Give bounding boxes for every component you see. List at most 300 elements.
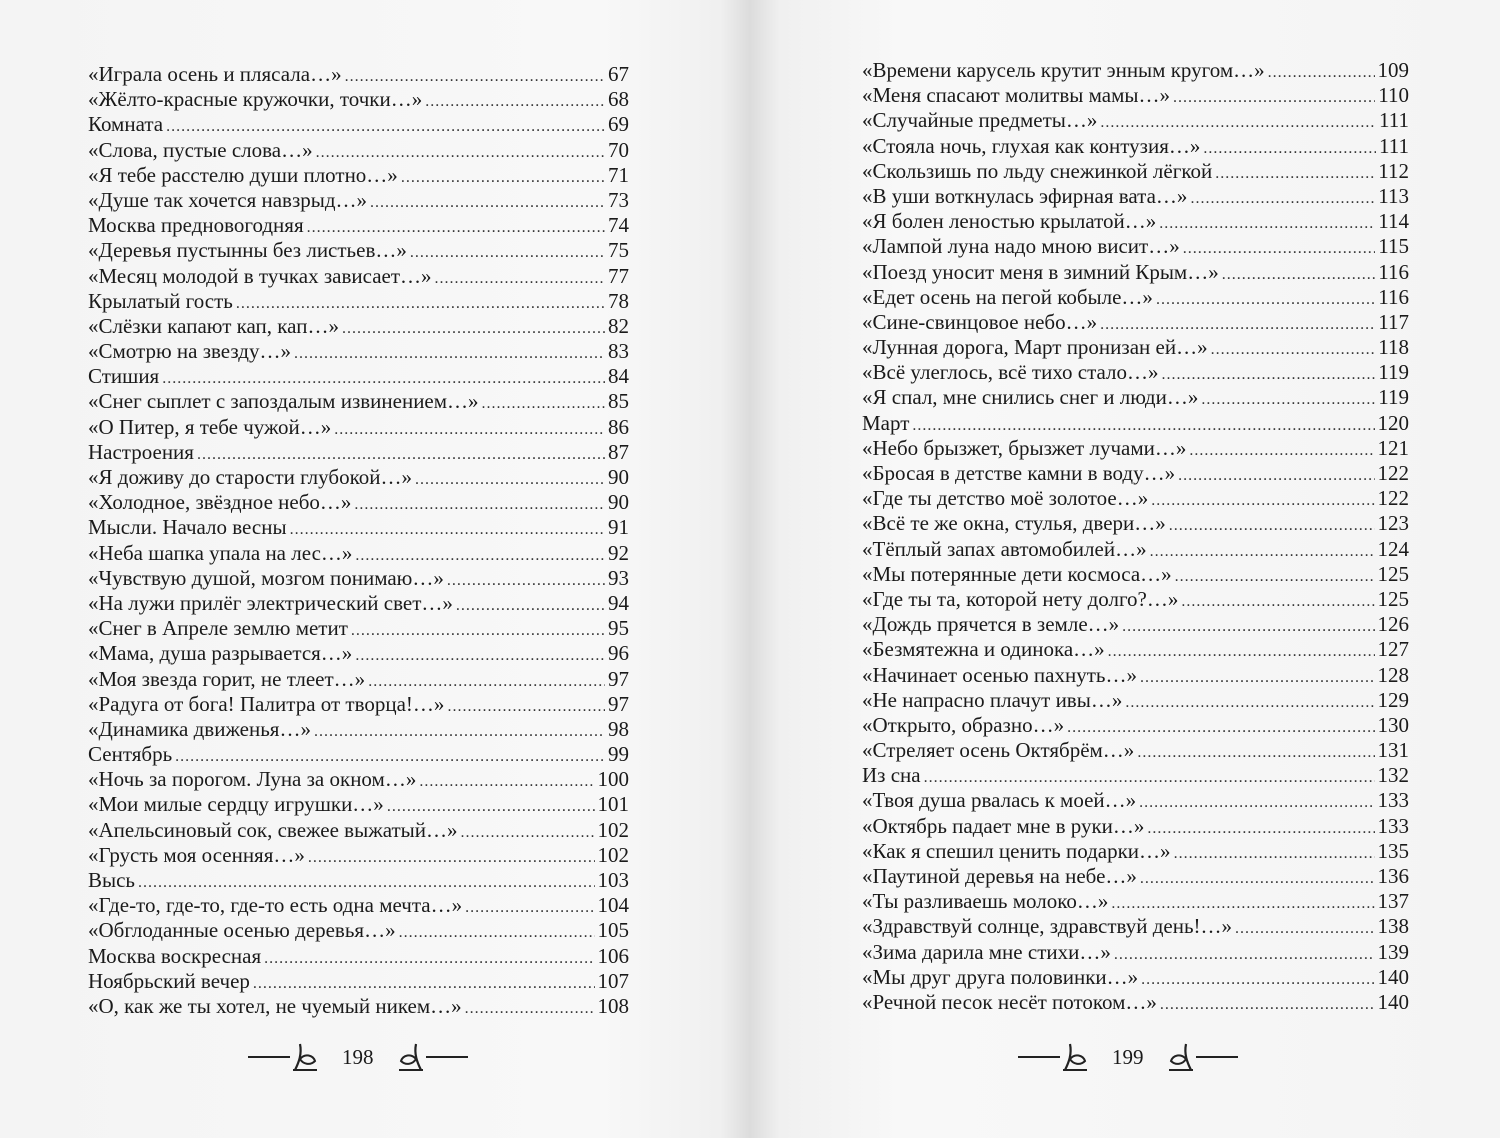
toc-entry — [862, 763, 1409, 788]
entry-title: «Стреляет осень Октябрём…» — [862, 738, 1135, 763]
toc-entry — [88, 238, 629, 263]
dot-leader — [1147, 816, 1374, 841]
dot-leader — [419, 769, 594, 794]
entry-title: «Ночь за порогом. Луна за окном…» — [88, 767, 417, 792]
entry-page-number: 91 — [608, 515, 629, 540]
dot-leader — [1181, 589, 1374, 614]
toc-entry — [88, 767, 629, 792]
entry-title: «Здравствуй солнце, здравствуй день!…» — [862, 914, 1233, 939]
entry-page-number: 115 — [1378, 234, 1409, 259]
toc-entry — [862, 940, 1409, 965]
toc-entry — [862, 637, 1409, 662]
toc-entry — [862, 788, 1409, 813]
entry-page-number: 84 — [608, 364, 629, 389]
page-footer-left — [248, 1040, 468, 1074]
toc-entry — [862, 889, 1409, 914]
toc-entry — [862, 486, 1409, 511]
entry-page-number: 73 — [608, 187, 629, 212]
entry-page-number: 109 — [1377, 58, 1409, 82]
entry-page-number: 128 — [1377, 662, 1409, 687]
dot-leader — [401, 165, 605, 190]
dot-leader — [355, 643, 605, 668]
toc-entry — [88, 213, 629, 238]
entry-page-number: 106 — [597, 943, 629, 968]
toc-entry — [862, 58, 1409, 83]
entry-title: «Сине-свинцовое небо…» — [862, 309, 1098, 334]
dot-leader — [924, 765, 1375, 790]
toc-entry — [88, 843, 629, 868]
entry-page-number: 125 — [1377, 561, 1409, 586]
entry-page-number: 135 — [1377, 838, 1409, 863]
entry-page-number: 137 — [1377, 889, 1409, 914]
toc-entry — [862, 663, 1409, 688]
entry-page-number: 127 — [1377, 637, 1409, 662]
entry-title: «Мы друг друга половинки…» — [862, 964, 1139, 989]
entry-title: «Слёзки капают кап, кап…» — [88, 313, 339, 338]
toc-entry — [862, 310, 1409, 335]
entry-page-number: 101 — [597, 792, 629, 817]
toc-entry — [862, 990, 1409, 1015]
dot-leader — [175, 744, 605, 769]
toc-entry — [88, 944, 629, 969]
toc-entry — [862, 83, 1409, 108]
toc-entry — [862, 688, 1409, 713]
right-page — [750, 0, 1500, 1138]
footer-rule — [1196, 1056, 1238, 1058]
toc-entry — [88, 667, 629, 692]
entry-title: Март — [862, 410, 910, 435]
entry-title: «Октябрь падает мне в руки…» — [862, 813, 1145, 838]
toc-entry — [88, 742, 629, 767]
dot-leader — [162, 366, 605, 391]
toc-entry — [88, 868, 629, 893]
entry-page-number: 67 — [608, 62, 629, 86]
entry-page-number: 132 — [1377, 763, 1409, 788]
footer-rule — [248, 1056, 290, 1058]
entry-title: «Скользишь по льду снежинкой лёгкой — [862, 158, 1213, 183]
entry-page-number: 99 — [608, 742, 629, 767]
entry-title: «Начинает осенью пахнуть…» — [862, 662, 1137, 687]
toc-entry — [862, 965, 1409, 990]
footer-rule — [426, 1056, 468, 1058]
toc-entry — [88, 339, 629, 364]
dot-leader — [307, 215, 605, 240]
entry-title: «Поезд уносит меня в зимний Крым…» — [862, 259, 1219, 284]
toc-entry — [88, 918, 629, 943]
entry-page-number: 100 — [597, 767, 629, 792]
entry-title: «Паутиной деревья на небе…» — [862, 864, 1137, 888]
entry-title: Сентябрь — [88, 742, 173, 767]
entry-page-number: 85 — [608, 389, 629, 414]
entry-page-number: 77 — [608, 263, 629, 288]
page-footer-right — [1018, 1040, 1238, 1074]
entry-title: «Я спал, мне снились снег и люди…» — [862, 385, 1199, 410]
toc-entry — [862, 814, 1409, 839]
entry-title: «Неба шапка упала на лес…» — [88, 540, 353, 565]
entry-title: Стишия — [88, 364, 160, 389]
dot-leader — [1183, 236, 1376, 261]
dot-leader — [1122, 614, 1374, 639]
entry-title: «Жёлто-красные кружочки, точки…» — [88, 87, 423, 112]
entry-title: «Слова, пустые слова…» — [88, 137, 313, 162]
entry-page-number: 71 — [608, 162, 629, 187]
toc-entry — [862, 234, 1409, 259]
entry-page-number: 136 — [1377, 864, 1409, 888]
toc-entry — [862, 713, 1409, 738]
entry-title: «Времени карусель крутит энным кругом…» — [862, 58, 1265, 82]
dot-leader — [354, 492, 605, 517]
dot-leader — [236, 291, 605, 316]
dot-leader — [387, 794, 595, 819]
entry-title: «Дождь прячется в земле…» — [862, 612, 1120, 637]
dot-leader — [316, 140, 605, 165]
entry-page-number: 94 — [608, 590, 629, 615]
entry-page-number: 103 — [597, 868, 629, 892]
entry-title: «Ты разливаешь молоко…» — [862, 889, 1109, 914]
entry-title: «Где ты та, которой нету долго?…» — [862, 586, 1179, 611]
toc-entry — [88, 969, 629, 994]
entry-title: «Речной песок несёт потоком…» — [862, 989, 1157, 1014]
toc-entry — [88, 62, 629, 87]
entry-page-number: 116 — [1378, 259, 1409, 284]
dot-leader — [197, 442, 605, 467]
dot-leader — [290, 517, 605, 542]
entry-title: «В уши воткнулась эфирная вата…» — [862, 183, 1188, 208]
entry-title: «О, как же ты хотел, не чуемый никем…» — [88, 993, 462, 1018]
entry-page-number: 126 — [1377, 612, 1409, 637]
dot-leader — [370, 190, 605, 215]
toc-entry — [862, 159, 1409, 184]
dot-leader — [1211, 337, 1376, 362]
entry-page-number: 70 — [608, 137, 629, 162]
entry-page-number: 108 — [597, 993, 629, 1018]
entry-page-number: 138 — [1377, 914, 1409, 939]
entry-page-number: 131 — [1377, 738, 1409, 763]
entry-title: Из сна — [862, 763, 921, 788]
entry-page-number: 93 — [608, 565, 629, 590]
entry-page-number: 86 — [608, 414, 629, 439]
leaf-ornament-icon — [396, 1040, 426, 1074]
dot-leader — [308, 845, 595, 870]
dot-leader — [482, 391, 605, 416]
entry-title: Крылатый гость — [88, 288, 233, 313]
toc-entry — [88, 515, 629, 540]
entry-title: «Лампой луна надо мною висит…» — [862, 234, 1180, 259]
dot-leader — [465, 895, 594, 920]
toc-entry — [88, 717, 629, 742]
dot-leader — [1169, 513, 1375, 538]
entry-page-number: 110 — [1378, 83, 1409, 108]
entry-page-number: 140 — [1377, 964, 1409, 989]
toc-entry — [862, 612, 1409, 637]
entry-title: «Мои милые сердцу игрушки…» — [88, 792, 384, 817]
entry-title: «Тёплый запах автомобилей…» — [862, 536, 1147, 561]
toc-entry — [88, 566, 629, 591]
entry-title: «Мама, душа разрывается…» — [88, 641, 353, 666]
dot-leader — [1140, 866, 1375, 891]
entry-title: «Душе так хочется навзрыд…» — [88, 187, 368, 212]
entry-title: «Безмятежна и одинока…» — [862, 637, 1105, 662]
toc-entry — [862, 839, 1409, 864]
dot-leader — [447, 568, 605, 593]
toc-entry — [88, 994, 629, 1019]
dot-leader — [1141, 967, 1374, 992]
toc-entry — [88, 112, 629, 137]
entry-page-number: 104 — [597, 893, 629, 918]
dot-leader — [355, 543, 605, 568]
toc-entry — [88, 138, 629, 163]
entry-title: «Лунная дорога, Март пронизан ей…» — [862, 335, 1208, 360]
entry-title: «Всё улеглось, всё тихо стало…» — [862, 360, 1159, 385]
entry-page-number: 92 — [608, 540, 629, 565]
dot-leader — [1175, 564, 1375, 589]
dot-leader — [1174, 841, 1375, 866]
entry-title: «Апельсиновый сок, свежее выжатый…» — [88, 817, 458, 842]
entry-page-number: 125 — [1377, 586, 1409, 611]
dot-leader — [351, 618, 605, 643]
toc-entry — [862, 385, 1409, 410]
entry-title: «Где-то, где-то, где-то есть одна мечта…» — [88, 893, 463, 918]
entry-page-number: 87 — [608, 439, 629, 464]
dot-leader — [368, 669, 605, 694]
toc-entry — [88, 818, 629, 843]
entry-page-number: 116 — [1378, 284, 1409, 309]
entry-page-number: 105 — [597, 918, 629, 943]
entry-title: «Чувствую душой, мозгом понимаю…» — [88, 565, 444, 590]
toc-entry — [862, 461, 1409, 486]
entry-title: «Небо брызжет, брызжет лучами…» — [862, 435, 1187, 460]
entry-page-number: 123 — [1377, 511, 1409, 536]
toc-entry — [88, 289, 629, 314]
entry-title: «Снег в Апреле землю метит — [88, 616, 348, 641]
dot-leader — [1222, 262, 1376, 287]
entry-page-number: 82 — [608, 313, 629, 338]
dot-leader — [314, 719, 605, 744]
entry-page-number: 95 — [608, 616, 629, 641]
entry-title: «Открыто, образно…» — [862, 712, 1065, 737]
entry-title: «Холодное, звёздное небо…» — [88, 490, 352, 515]
entry-title: «Стояла ночь, глухая как контузия…» — [862, 133, 1201, 158]
entry-page-number: 74 — [608, 213, 629, 238]
dot-leader — [1160, 992, 1375, 1017]
dot-leader — [410, 240, 605, 265]
entry-title: «Я доживу до старости глубокой…» — [88, 465, 412, 489]
toc-entry — [862, 864, 1409, 889]
dot-leader — [447, 694, 605, 719]
entry-title: «Едет осень на пегой кобыле…» — [862, 284, 1153, 309]
leaf-ornament-icon — [1060, 1040, 1090, 1074]
dot-leader — [465, 996, 595, 1021]
dot-leader — [425, 89, 605, 114]
dot-leader — [334, 417, 605, 442]
toc-entry — [862, 134, 1409, 159]
toc-entry — [862, 184, 1409, 209]
entry-page-number: 133 — [1377, 813, 1409, 838]
toc-entry — [88, 591, 629, 616]
entry-title: «Месяц молодой в тучках зависает…» — [88, 263, 432, 288]
entry-page-number: 133 — [1377, 788, 1409, 813]
dot-leader — [264, 946, 594, 971]
entry-page-number: 139 — [1377, 939, 1409, 964]
dot-leader — [1235, 916, 1374, 941]
toc-entry — [88, 264, 629, 289]
toc-entry — [88, 415, 629, 440]
toc-entry — [88, 641, 629, 666]
entry-title: «Твоя душа рвалась к моей…» — [862, 788, 1137, 813]
toc-entry — [862, 537, 1409, 562]
entry-title: «Радуга от бога! Палитра от творца!…» — [88, 691, 445, 716]
page-number: 198 — [342, 1044, 374, 1069]
dot-leader — [1100, 312, 1375, 337]
toc-entry — [88, 314, 629, 339]
table-of-contents-right — [862, 58, 1409, 1015]
entry-page-number: 97 — [608, 666, 629, 691]
entry-title: Высь — [88, 868, 136, 892]
dot-leader — [1067, 715, 1374, 740]
entry-page-number: 114 — [1378, 209, 1409, 234]
entry-page-number: 111 — [1379, 108, 1409, 133]
entry-title: «Динамика движенья…» — [88, 716, 311, 741]
toc-entry — [862, 914, 1409, 939]
entry-page-number: 83 — [608, 339, 629, 364]
entry-title: Комната — [88, 112, 164, 137]
toc-entry — [862, 285, 1409, 310]
toc-entry — [88, 163, 629, 188]
entry-title: «Всё те же окна, стулья, двери…» — [862, 511, 1166, 536]
dot-leader — [1189, 438, 1374, 463]
toc-entry — [88, 541, 629, 566]
toc-entry — [88, 389, 629, 414]
dot-leader — [1190, 186, 1375, 211]
toc-entry — [862, 562, 1409, 587]
entry-page-number: 90 — [608, 465, 629, 489]
entry-page-number: 129 — [1377, 687, 1409, 712]
entry-page-number: 112 — [1378, 158, 1409, 183]
entry-page-number: 118 — [1378, 335, 1409, 360]
entry-page-number: 117 — [1378, 309, 1409, 334]
dot-leader — [1137, 740, 1374, 765]
toc-entry — [862, 511, 1409, 536]
entry-page-number: 130 — [1377, 712, 1409, 737]
entry-title: «О Питер, я тебе чужой…» — [88, 414, 332, 439]
entry-page-number: 119 — [1378, 385, 1409, 410]
toc-entry — [88, 490, 629, 515]
entry-page-number: 119 — [1378, 360, 1409, 385]
dot-leader — [1178, 463, 1374, 488]
toc-entry — [88, 188, 629, 213]
entry-title: Москва воскресная — [88, 943, 262, 968]
entry-title: «Случайные предметы…» — [862, 108, 1098, 133]
dot-leader — [253, 971, 595, 996]
toc-entry — [88, 792, 629, 817]
entry-title: Ноябрьский вечер — [88, 968, 250, 993]
page-number: 199 — [1112, 1044, 1144, 1069]
leaf-ornament-icon — [1166, 1040, 1196, 1074]
entry-page-number: 111 — [1379, 133, 1409, 158]
dot-leader — [1162, 362, 1376, 387]
entry-title: «Я болен леностью крылатой…» — [862, 209, 1157, 234]
toc-entry — [862, 436, 1409, 461]
entry-page-number: 69 — [608, 112, 629, 137]
entry-title: «Где ты детство моё золотое…» — [862, 486, 1149, 511]
dot-leader — [912, 413, 1374, 438]
dot-leader — [1150, 539, 1375, 564]
entry-page-number: 140 — [1377, 989, 1409, 1014]
entry-page-number: 122 — [1377, 486, 1409, 511]
dot-leader — [1151, 488, 1374, 513]
entry-title: «Меня спасают молитвы мамы…» — [862, 83, 1171, 108]
toc-entry — [88, 87, 629, 112]
entry-title: Москва предновогодняя — [88, 213, 304, 238]
dot-leader — [1159, 211, 1375, 236]
entry-page-number: 107 — [597, 968, 629, 993]
toc-entry — [862, 360, 1409, 385]
entry-title: «Деревья пустынны без листьев…» — [88, 238, 407, 263]
entry-title: Мысли. Начало весны — [88, 515, 287, 540]
entry-title: «Моя звезда горит, не тлеет…» — [88, 666, 366, 691]
entry-page-number: 90 — [608, 490, 629, 515]
dot-leader — [1139, 790, 1374, 815]
toc-entry — [862, 108, 1409, 133]
entry-title: «Смотрю на звезду…» — [88, 339, 291, 364]
entry-title: «Бросая в детстве камни в воду…» — [862, 461, 1176, 485]
toc-entry — [862, 738, 1409, 763]
entry-page-number: 102 — [597, 817, 629, 842]
dot-leader — [1111, 891, 1374, 916]
dot-leader — [294, 341, 605, 366]
entry-title: «Обглоданные осенью деревья…» — [88, 918, 396, 943]
dot-leader — [342, 316, 605, 341]
dot-leader — [345, 64, 605, 89]
toc-entry — [88, 465, 629, 490]
dot-leader — [1268, 60, 1375, 85]
dot-leader — [1156, 287, 1375, 312]
entry-title: «Как я спешил ценить подарки…» — [862, 838, 1171, 863]
entry-page-number: 98 — [608, 716, 629, 741]
entry-page-number: 78 — [608, 288, 629, 313]
dot-leader — [166, 114, 605, 139]
toc-entry — [862, 335, 1409, 360]
dot-leader — [1114, 942, 1375, 967]
toc-entry — [88, 440, 629, 465]
entry-title: «Грусть моя осенняя…» — [88, 842, 305, 867]
dot-leader — [1140, 665, 1375, 690]
dot-leader — [435, 266, 605, 291]
entry-title: «Мы потерянные дети космоса…» — [862, 561, 1172, 586]
entry-page-number: 124 — [1377, 536, 1409, 561]
entry-title: «Не напрасно плачут ивы…» — [862, 687, 1123, 712]
dot-leader — [415, 467, 605, 492]
dot-leader — [1203, 136, 1376, 161]
entry-title: «На лужи прилёг электрический свет…» — [88, 590, 453, 615]
dot-leader — [1173, 85, 1375, 110]
entry-page-number: 75 — [608, 238, 629, 263]
toc-entry — [88, 616, 629, 641]
entry-page-number: 97 — [608, 691, 629, 716]
entry-title: «Зима дарила мне стихи…» — [862, 939, 1111, 964]
toc-entry — [88, 692, 629, 717]
dot-leader — [1125, 690, 1374, 715]
entry-title: «Я тебе расстелю души плотно…» — [88, 162, 398, 187]
dot-leader — [1215, 161, 1375, 186]
entry-page-number: 120 — [1377, 410, 1409, 435]
entry-page-number: 121 — [1377, 435, 1409, 460]
toc-entry — [862, 260, 1409, 285]
toc-entry — [88, 364, 629, 389]
entry-page-number: 68 — [608, 87, 629, 112]
footer-rule — [1018, 1056, 1060, 1058]
entry-title: «Снег сыплет с запоздалым извинением…» — [88, 389, 479, 414]
